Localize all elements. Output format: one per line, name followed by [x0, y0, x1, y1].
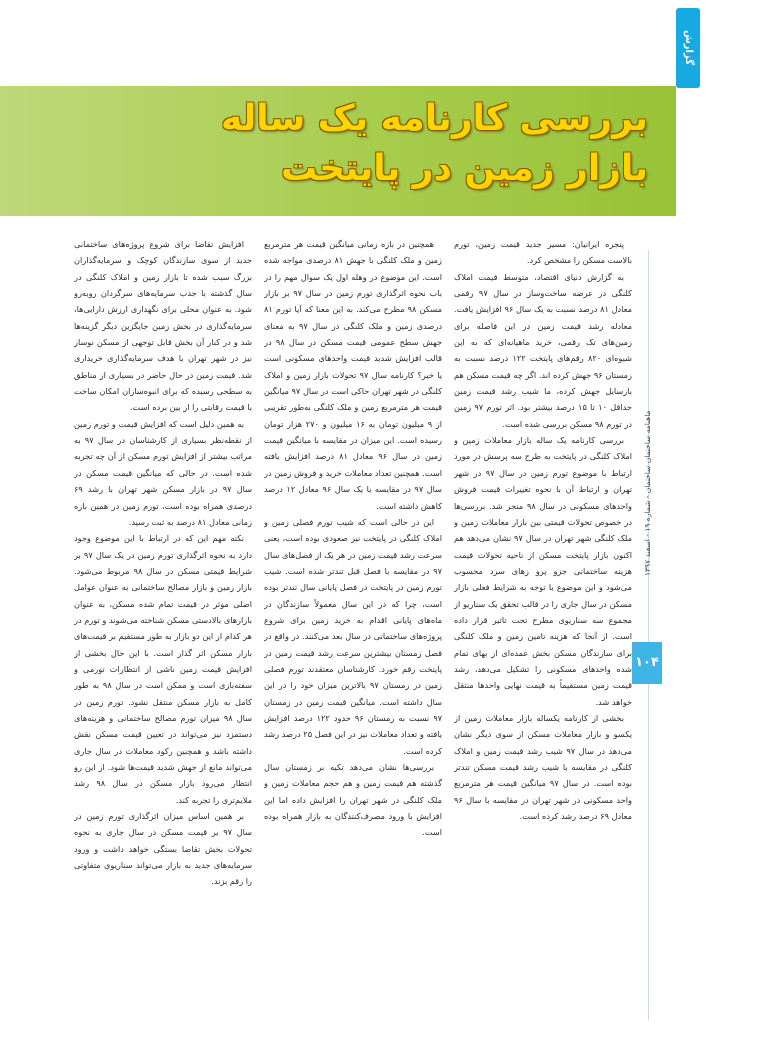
- paragraph: افزایش تقاضا برای شروع پروژه‌های ساختمانی جدید از سوی سازندگان کوچک و سرمایه‌گذاران بزرگ سبب شده تا بازار زمین و املاک کلنگی در سال گذشته با جذب سرمایه‌های سرگردان روبه‌رو شود. به عنوان محلی برای نگهداری ارزش دارایی‌ها، سرمایه‌گذاری در بخش زمین جایگزین دیگر گزینه‌ها شد و در کنار آن بخش قابل توجهی از مسکن نوساز نیز در شهر تهران با هدف سرمایه‌گذاری خریداری شد. قیمت زمین در حال حاضر در بسیاری از مناطق به سطحی رسیده که برای انبوه‌سازان امکان ساخت با قیمت رقابتی را از بین برده است.: [74, 239, 252, 413]
- paragraph: نکته مهم این که در ارتباط با این موضوع وجود دارد به نحوه اثرگذاری تورم زمین در یک سال ۹۷ بر شرایط قیمتی مسکن در سال ۹۸ مربوط می‌شود. بازار زمین و بازار مصالح ساختمانی به عنوان عوامل اصلی موثر در قیمت تمام شده مسکن، به عنوان بازارهای بالادستی مسکن شناخته می‌شوند و تورم در هر کدام از این دو بازار به طور مستقیم بر قیمت‌های بازار مسکن اثر گذار است. با این حال بخشی از افزایش قیمت زمین ناشی از انتظارات تورمی و سفته‌بازی است و ممکن است در سال ۹۸ به طور کامل به بازار مسکن منتقل نشود. تورم زمین در سال ۹۸ میزان تورم مصالح ساختمانی و هزینه‌های دستمزد نیز می‌تواند در تعیین قیمت مسکن نقش داشته باشد و همچنین رکود معاملات در سال جاری می‌تواند مانع از جهش شدید قیمت‌ها شود. از این رو انتظار می‌رود بازار مسکن در سال ۹۸ رشد ملایم‌تری را تجربه کند.: [74, 533, 252, 805]
- paragraph: همچنین در بازه زمانی میانگین قیمت هر مترمربع زمین و ملک کلنگی با جهش ۸۱ درصدی مواجه شده است. این موضوع در وهله اول یک سوال مهم را در باب نحوه اثرگذاری تورم زمین در سال ۹۷ بر بازار مسکن ۹۸ مطرح می‌کند. به این معنا که آیا تورم ۸۱ درصدی زمین و ملک کلنگی در سال ۹۷ به معنای جهش سطح عمومی قیمت مسکن در سال ۹۸ در قالب افزایش شدید قیمت واحدهای مسکونی است یا خیر؟ کارنامه سال ۹۷ تحولات بازار زمین و املاک کلنگی در شهر تهران حاکی است در سال ۹۷ میانگین قیمت هر مترمربع زمین و ملک کلنگی به‌طور تقریبی از ۹ میلیون تومان به ۱۶ میلیون و ۲۷۰ هزار تومان رسیده است. این میزان در مقایسه با میانگین قیمت زمین در سال ۹۶ معادل ۸۱ درصد افزایش یافته است. همچنین تعداد معاملات خرید و فروش زمین در سال ۹۷ در مقایسه با یک سال ۹۶ معادل ۱۲ درصد کاهش داشته است.: [264, 239, 442, 511]
- page-number: ۱۰۴: [635, 655, 659, 670]
- section-tab-label: گزارش: [683, 30, 694, 66]
- margin-text: ماهنامه ساختمان ساختمان - شماره ۱۹ - اسفند ۱۳۹۷: [643, 410, 652, 576]
- paragraph: بررسی‌ها نشان می‌دهد تکیه بر زمستان سال گذشته هم قیمت زمین و هم حجم معاملات زمین و ملک کلنگی در شهر تهران را افزایش داده اما این افزایش با ورود مصرف‌کنندگان به بازار همراه بوده است.: [264, 762, 442, 838]
- paragraph: بررسی کارنامه یک ساله بازار معاملات زمین و املاک کلنگی در پایتخت به طرح سه پرسش در مورد ارتباط با موضوع تورم زمین در سال ۹۷ در شهر تهران و ارتباط آن با نحوه تغییرات قیمت فروش واحدهای مسکونی در سال ۹۸ منجر شد. بررسی‌ها در خصوص تحولات قیمتی بین بازار معاملات زمین و ملک کلنگی شهر تهران در سال ۹۷ نشان می‌دهد هم اکنون بازار پایتخت مسکن از ناحیه تحولات قیمت هزینه ساختمانی جزو پرو زهای سرد محسوب می‌شود و این موضوع با توجه به شرایط فعلی بازار مسکن در سال جاری را در قالب تحقق یک سناریو از مجموع سه سناریوی مطرح تحت تاثیر قرار داده است. از آنجا که هزینه تامین زمین و ملک کلنگی برای سازندگان مسکن بخش عمده‌ای از بهای تمام شده واحدهای مسکونی را تشکیل می‌دهد، رشد قیمت زمین مستقیماً به قیمت نهایی واحدها منتقل خواهد شد.: [454, 435, 632, 707]
- margin-publication-info: [640, 410, 656, 640]
- article-body: [74, 236, 632, 1036]
- page-number-badge: [632, 642, 662, 684]
- paragraph: پنجره ایرانیان: مسیر جدید قیمت زمین، تورم بالاست مسکن را مشخص کرد.: [454, 239, 632, 266]
- title-banner: [0, 86, 676, 216]
- article-title-line-2: بازار زمین در پایتخت: [280, 148, 648, 189]
- text-column-1: [454, 236, 632, 1030]
- paragraph: بخشی از کارنامه یکساله بازار معاملات زمین از یکسو و بازار معاملات مسکن از سوی دیگر نشان می‌دهد در سال ۹۷ شیب رشد قیمت زمین و املاک کلنگی در مقایسه با شیب رشد قیمت مسکن تندتر بوده است. در سال ۹۷ میانگین قیمت هر مترمربع واحد مسکونی در شهر تهران در مقایسه با سال ۹۶ معادل ۶۹ درصد رشد کرده است.: [454, 712, 632, 822]
- paragraph: بر همین اساس میزان اثرگذاری تورم زمین در سال ۹۷ بر قیمت مسکن در سال جاری به نحوه تحولات بخش تقاضا بستگی خواهد داشت و ورود سرمایه‌های جدید به بازار می‌تواند سناریوی متفاوتی را رقم بزند.: [74, 811, 252, 887]
- text-column-2: [264, 236, 442, 1030]
- text-column-3: [74, 236, 252, 1030]
- section-tab: [676, 8, 700, 88]
- paragraph: به گزارش دنیای اقتصاد، متوسط قیمت املاک کلنگی در عرضه ساخت‌وساز در سال ۹۷ رقمی معادل ۸۱ درصد نسبت به یک سال ۹۶ افزایش یافت. معادله رشد قیمت زمین در این فاصله برای زمین‌های تک رقمی، خرید ماهیانه‌ای که به این شیوه‌ای ۸۲۰ رقم‌های پایتخت ۱۲۲ درصد نسبت به زمستان ۹۶ جهش کرده اند. اگر چه قیمت مسکن هم بازسایل جهش کرده، ما شیب رشد قیمت زمین حداقل ۱۰ تا ۱۵ درصد بیشتر بود. اثر تورم ۹۷ زمین در تورم ۹۸ مسکن بررسی شده است.: [454, 271, 632, 429]
- paragraph: این در حالی است که شیب تورم فصلی زمین و املاک کلنگی در پایتخت نیز صعودی بوده است، یعنی سرعت رشد قیمت زمین در هر یک از فصل‌های سال ۹۷ در مقایسه با فصل قبل تندتر شده است. شیب تورم زمین در پایتخت در فصل پایانی سال تندتر بوده است، چرا که در این سال معمولاً سازندگان در ماه‌های پایانی اقدام به خرید زمین برای شروع پروژه‌های ساختمانی در سال بعد می‌کنند. در واقع در فصل زمستان بیشترین سرعت رشد قیمت زمین در پایتخت رقم خورد. کارشناسان معتقدند تورم فصلی زمین در زمستان ۹۷ بالاترین میزان خود را در این سال داشته است. میانگین قیمت زمین در زمستان ۹۷ نسبت به زمستان ۹۶ حدود ۱۲۲ درصد افزایش یافته و تعداد معاملات نیز در این فصل ۲۵ درصد رشد کرده است.: [264, 516, 442, 756]
- paragraph: به همین دلیل است که افزایش قیمت و تورم زمین از نقطه‌نظر بسیاری از کارشناسان در سال ۹۷ به مراتب بیشتر از افزایش تورم مسکن از آن چه تجربه شده است. در حالی که میانگین قیمت مسکن در سال ۹۷ در بازار مسکن شهر تهران با رشد ۶۹ درصدی همراه بوده است، تورم زمین در همین بازه زمانی معادل ۸۱ درصد به ثبت رسید.: [74, 418, 252, 527]
- article-title-line-1: بررسی کارنامه یک ساله: [220, 98, 648, 139]
